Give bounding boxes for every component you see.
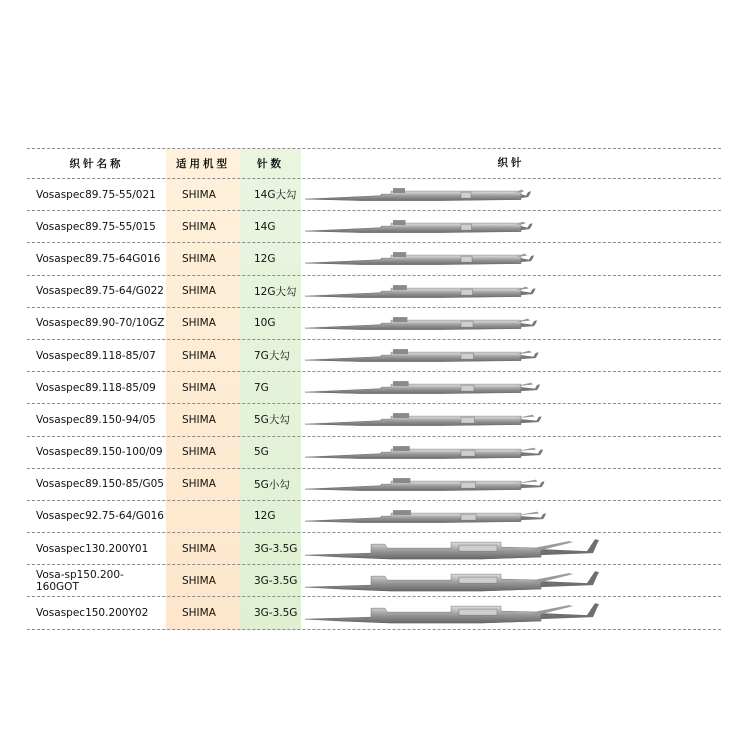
needle-image — [301, 565, 721, 596]
knitting-needle-icon — [301, 469, 721, 500]
table-body — [27, 179, 721, 630]
gauge-cell: 12G — [254, 252, 276, 265]
table-row — [27, 501, 721, 533]
gauge-cell: 12G大勾 — [254, 285, 297, 298]
knitting-needle-icon — [301, 597, 721, 628]
needle-name-cell: Vosaspec89.118-85/07 — [36, 349, 156, 362]
machine-model-cell: SHIMA — [182, 188, 216, 201]
knitting-needle-icon — [301, 372, 721, 403]
needle-name-cell: Vosaspec89.75-55/015 — [36, 220, 156, 233]
table-row — [27, 565, 721, 597]
gauge-cell: 5G大勾 — [254, 414, 290, 427]
needle-image — [301, 533, 721, 564]
needle-image — [301, 211, 721, 242]
gauge-cell: 14G — [254, 220, 276, 233]
table-row — [27, 308, 721, 340]
table-header-row — [27, 149, 721, 179]
needle-name-cell: Vosaspec89.150-94/05 — [36, 413, 156, 426]
needle-image — [301, 340, 721, 371]
needle-name-cell: Vosaspec92.75-64/G016 — [36, 510, 164, 523]
gauge-cell: 10G — [254, 317, 276, 330]
knitting-needle-icon — [301, 533, 721, 564]
table-row — [27, 243, 721, 275]
machine-model-cell: SHIMA — [182, 478, 216, 491]
needle-spec-table — [27, 148, 721, 630]
needle-image — [301, 372, 721, 403]
needle-image — [301, 437, 721, 468]
knitting-needle-icon — [301, 437, 721, 468]
header-needle-name: 织针名称 — [69, 158, 124, 170]
needle-image — [301, 308, 721, 339]
machine-model-cell: SHIMA — [182, 317, 216, 330]
needle-name-cell: Vosaspec89.75-64G016 — [36, 252, 161, 265]
needle-image — [301, 597, 721, 628]
table-row — [27, 211, 721, 243]
knitting-needle-icon — [301, 565, 721, 596]
machine-model-cell: SHIMA — [182, 574, 216, 587]
gauge-cell: 5G — [254, 446, 269, 459]
table-row — [27, 179, 721, 211]
knitting-needle-icon — [301, 179, 721, 210]
machine-model-cell: SHIMA — [182, 220, 216, 233]
gauge-cell: 5G小勾 — [254, 478, 290, 491]
header-machine-model: 适用机型 — [176, 158, 230, 170]
gauge-cell: 3G-3.5G — [254, 542, 298, 555]
table-row — [27, 276, 721, 308]
needle-image — [301, 501, 721, 532]
needle-image — [301, 404, 721, 435]
table-row — [27, 340, 721, 372]
gauge-cell: 3G-3.5G — [254, 574, 298, 587]
needle-image — [301, 179, 721, 210]
table-row — [27, 597, 721, 629]
knitting-needle-icon — [301, 501, 721, 532]
header-gauge: 针数 — [257, 158, 284, 170]
machine-model-cell: SHIMA — [182, 285, 216, 298]
gauge-cell: 12G — [254, 510, 276, 523]
knitting-needle-icon — [301, 276, 721, 307]
needle-name-cell: Vosaspec89.150-85/G05 — [36, 478, 164, 491]
table-row — [27, 372, 721, 404]
table-row — [27, 404, 721, 436]
needle-name-cell: Vosaspec89.118-85/09 — [36, 381, 156, 394]
gauge-cell: 7G — [254, 381, 269, 394]
needle-image — [301, 243, 721, 274]
needle-name-cell: Vosaspec89.75-64/G022 — [36, 285, 164, 298]
needle-image — [301, 469, 721, 500]
knitting-needle-icon — [301, 340, 721, 371]
needle-name-cell: Vosaspec150.200Y02 — [36, 607, 149, 620]
knitting-needle-icon — [301, 404, 721, 435]
machine-model-cell: SHIMA — [182, 413, 216, 426]
gauge-cell: 14G大勾 — [254, 189, 297, 202]
needle-name-cell: Vosaspec89.90-70/10GZ — [36, 317, 165, 330]
gauge-cell: 7G大勾 — [254, 350, 290, 363]
needle-image — [301, 276, 721, 307]
machine-model-cell: SHIMA — [182, 542, 216, 555]
header-needle-image: 织针 — [497, 157, 525, 169]
needle-name-cell: Vosaspec130.200Y01 — [36, 542, 149, 555]
knitting-needle-icon — [301, 243, 721, 274]
machine-model-cell: SHIMA — [182, 252, 216, 265]
needle-name-cell: Vosaspec89.75-55/021 — [36, 188, 156, 201]
machine-model-cell: SHIMA — [182, 607, 216, 620]
knitting-needle-icon — [301, 211, 721, 242]
table-row — [27, 533, 721, 565]
machine-model-cell: SHIMA — [182, 349, 216, 362]
needle-name-cell: Vosaspec89.150-100/09 — [36, 446, 163, 459]
needle-name-cell: Vosa-sp150.200-160GOT — [36, 568, 124, 593]
table-row — [27, 437, 721, 469]
machine-model-cell: SHIMA — [182, 381, 216, 394]
machine-model-cell: SHIMA — [182, 446, 216, 459]
knitting-needle-icon — [301, 308, 721, 339]
table-row — [27, 469, 721, 501]
gauge-cell: 3G-3.5G — [254, 607, 298, 620]
